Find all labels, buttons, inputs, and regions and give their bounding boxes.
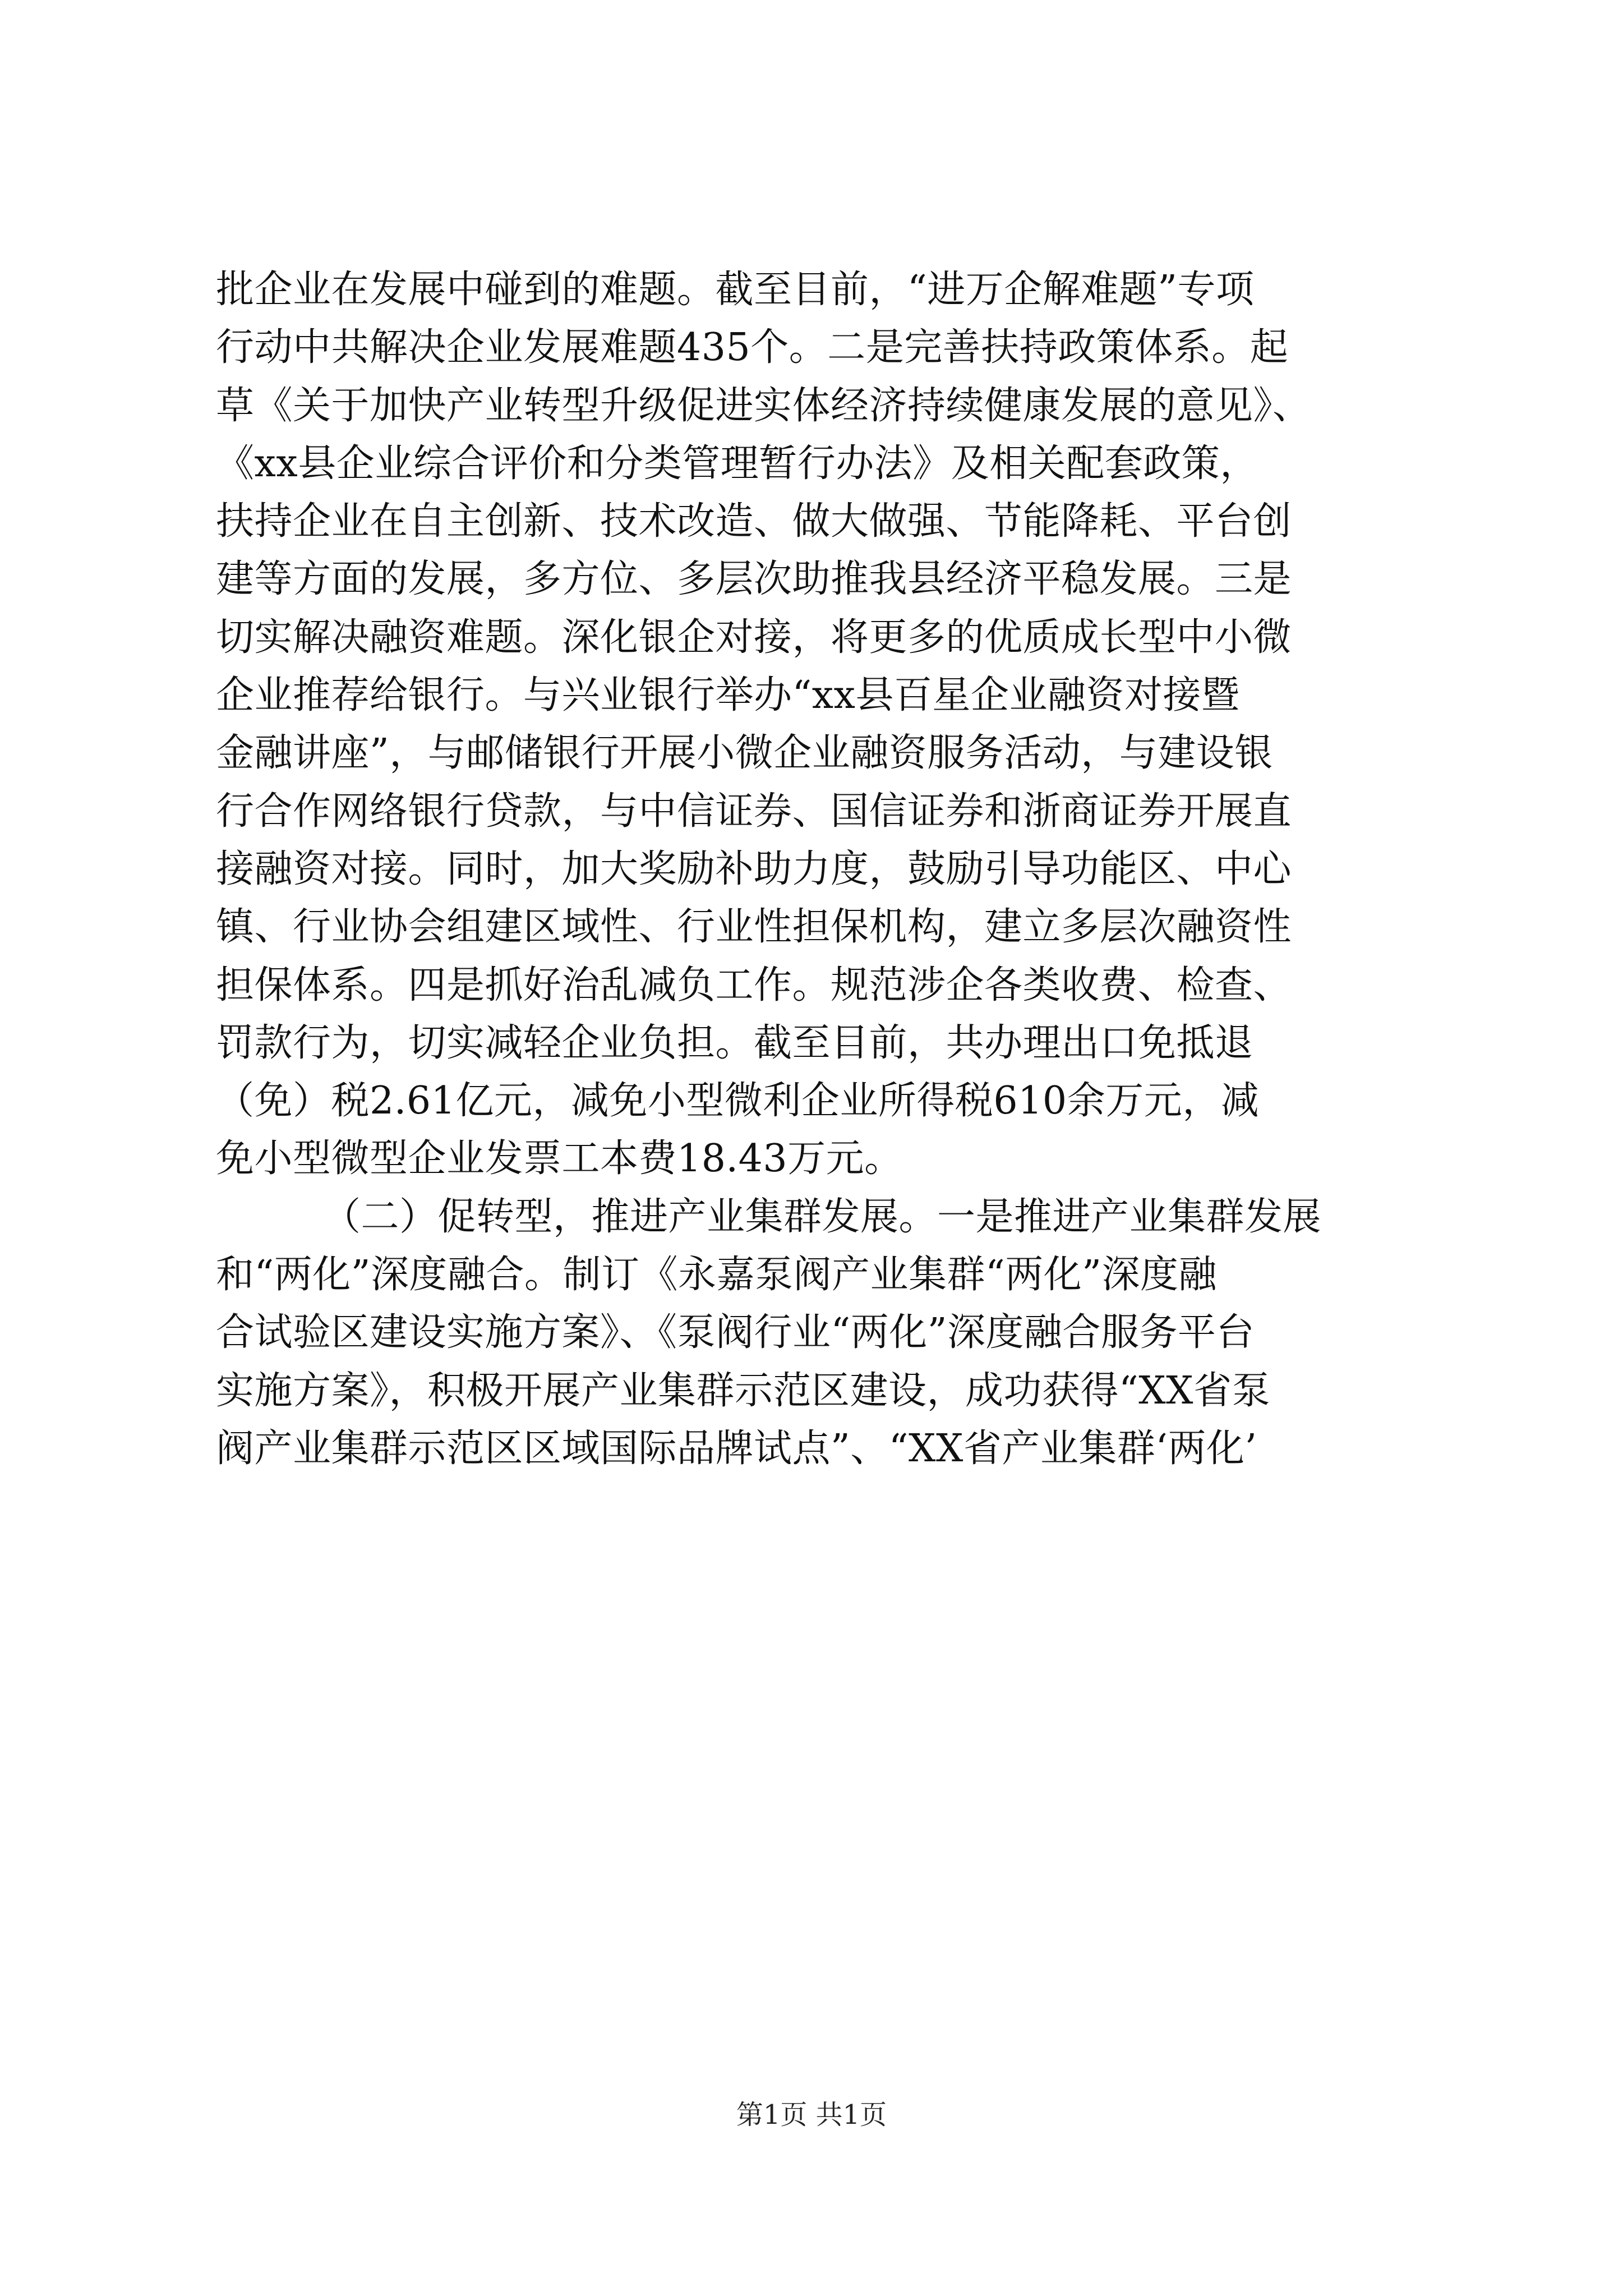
document-body bbox=[216, 261, 1416, 1478]
text-line: 阀产业集群示范区区域国际品牌试点”、“XX省产业集群‘两化’ bbox=[216, 1426, 1257, 1471]
text-line: 切实解决融资难题。深化银企对接，将更多的优质成长型中小微 bbox=[216, 615, 1292, 660]
text-line: 企业推荐给银行。与兴业银行举办“xx县百星企业融资对接暨 bbox=[216, 673, 1240, 718]
text-line: 金融讲座”，与邮储银行开展小微企业融资服务活动，与建设银 bbox=[216, 731, 1273, 776]
text-line: 接融资对接。同时，加大奖励补助力度，鼓励引导功能区、中心 bbox=[216, 846, 1292, 891]
text-line: 扶持企业在自主创新、技术改造、做大做强、节能降耗、平台创 bbox=[216, 499, 1292, 544]
text-line: 《xx县企业综合评价和分类管理暂行办法》及相关配套政策， bbox=[216, 441, 1258, 486]
text-line: 行动中共解决企业发展难题435个。二是完善扶持政策体系。起 bbox=[216, 325, 1289, 370]
page-footer bbox=[0, 2098, 1623, 2132]
page-number: 第1页 共1页 bbox=[736, 2099, 887, 2131]
text-line: 免小型微型企业发票工本费18.43万元。 bbox=[216, 1137, 903, 1181]
text-line: 镇、行业协会组建区域性、行业性担保机构，建立多层次融资性 bbox=[216, 905, 1292, 950]
section-heading-line: （二）促转型，推进产业集群发展。一是推进产业集群发展 bbox=[322, 1194, 1322, 1239]
text-line: 实施方案》，积极开展产业集群示范区建设，成功获得“XX省泵 bbox=[216, 1368, 1271, 1413]
text-line: 批企业在发展中碰到的难题。截至目前，“进万企解难题”专项 bbox=[216, 268, 1255, 312]
text-line: 和“两化”深度融合。制订《永嘉泵阀产业集群“两化”深度融 bbox=[216, 1253, 1218, 1297]
text-line: 草《关于加快产业转型升级促进实体经济持续健康发展的意见》、 bbox=[216, 383, 1311, 428]
text-line: 罚款行为，切实减轻企业负担。截至目前，共办理出口免抵退 bbox=[216, 1020, 1253, 1065]
text-line: 建等方面的发展，多方位、多层次助推我县经济平稳发展。三是 bbox=[216, 557, 1292, 602]
text-line: 行合作网络银行贷款，与中信证券、国信证券和浙商证券开展直 bbox=[216, 789, 1292, 834]
text-line: 担保体系。四是抓好治乱减负工作。规范涉企各类收费、检查、 bbox=[216, 963, 1292, 1007]
text-line: （免）税2.61亿元，减免小型微利企业所得税610余万元，减 bbox=[216, 1079, 1260, 1124]
text-line: 合试验区建设实施方案》、《泵阀行业“两化”深度融合服务平台 bbox=[216, 1310, 1255, 1355]
